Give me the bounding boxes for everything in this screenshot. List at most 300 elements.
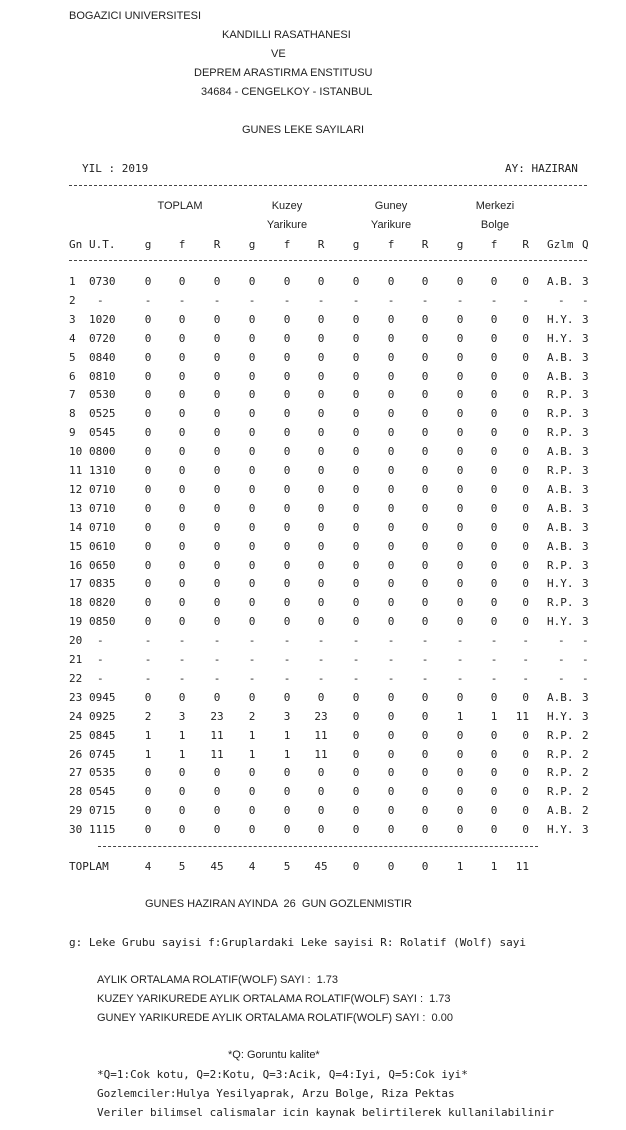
total-north-R: 45 bbox=[314, 860, 328, 873]
cell-south-f: 0 bbox=[387, 445, 395, 459]
institution-name: BOGAZICI UNIVERSITESI bbox=[69, 10, 202, 22]
cell-north-g: 0 bbox=[248, 785, 256, 799]
table-row bbox=[0, 691, 626, 709]
cell-north-f: 0 bbox=[283, 615, 291, 629]
cell-observer: A.B. bbox=[547, 804, 574, 818]
cell-south-R: 0 bbox=[421, 804, 429, 818]
column-header-total-f: f bbox=[178, 238, 186, 251]
totals-row bbox=[0, 860, 626, 878]
cell-north-R: 0 bbox=[317, 558, 325, 572]
cell-total-g: 0 bbox=[144, 369, 152, 383]
cell-south-R: 0 bbox=[421, 369, 429, 383]
cell-total-f: 0 bbox=[178, 369, 186, 383]
cell-total-R: 0 bbox=[213, 482, 221, 496]
cell-observer: A.B. bbox=[547, 690, 574, 704]
cell-total-g: 0 bbox=[144, 388, 152, 402]
cell-north-R: 0 bbox=[317, 482, 325, 496]
cell-total-R: 0 bbox=[213, 577, 221, 591]
cell-total-f: 0 bbox=[178, 766, 186, 780]
cell-south-f: 0 bbox=[387, 823, 395, 837]
cell-quality: 2 bbox=[582, 747, 589, 761]
cell-total-f: 0 bbox=[178, 350, 186, 364]
cell-time: 1020 bbox=[89, 312, 116, 326]
cell-central-f: 0 bbox=[490, 785, 498, 799]
cell-observer: - bbox=[558, 293, 565, 307]
cell-north-f: 0 bbox=[283, 312, 291, 326]
cell-time: 0710 bbox=[89, 482, 116, 496]
cell-total-f: - bbox=[178, 634, 186, 648]
cell-total-R: 0 bbox=[213, 615, 221, 629]
table-row bbox=[0, 804, 626, 822]
column-header-south-R: R bbox=[421, 238, 429, 251]
cell-time: 0720 bbox=[89, 331, 116, 345]
cell-quality: 3 bbox=[582, 823, 589, 837]
cell-north-R: 11 bbox=[314, 728, 328, 742]
cell-south-f: 0 bbox=[387, 785, 395, 799]
cell-north-f: 0 bbox=[283, 350, 291, 364]
cell-central-g: 0 bbox=[456, 596, 464, 610]
cell-total-f: 0 bbox=[178, 539, 186, 553]
column-header-total-g: g bbox=[144, 238, 152, 251]
cell-quality: 3 bbox=[582, 312, 589, 326]
cell-central-g: 0 bbox=[456, 407, 464, 421]
top-divider bbox=[69, 185, 587, 186]
cell-observer: A.B. bbox=[547, 350, 574, 364]
cell-central-R: 0 bbox=[522, 407, 529, 421]
cell-time: 0925 bbox=[89, 709, 116, 723]
cell-north-f: 0 bbox=[283, 407, 291, 421]
cell-north-f: 0 bbox=[283, 388, 291, 402]
cell-central-R: 0 bbox=[522, 804, 529, 818]
cell-north-R: 0 bbox=[317, 275, 325, 288]
cell-south-f: - bbox=[387, 634, 395, 648]
cell-north-g: 0 bbox=[248, 615, 256, 629]
cell-central-g: 0 bbox=[456, 520, 464, 534]
cell-central-g: - bbox=[456, 634, 464, 648]
cell-quality: 3 bbox=[582, 539, 589, 553]
column-header-day: Gn bbox=[69, 238, 83, 251]
cell-north-f: 0 bbox=[283, 577, 291, 591]
cell-total-R: 0 bbox=[213, 350, 221, 364]
cell-central-g: 0 bbox=[456, 558, 464, 572]
cell-observer: R.P. bbox=[547, 407, 574, 421]
cell-total-f: 0 bbox=[178, 501, 186, 515]
table-row bbox=[0, 615, 626, 633]
cell-day: 2 bbox=[69, 293, 76, 307]
cell-south-R: 0 bbox=[421, 350, 429, 364]
cell-observer: H.Y. bbox=[547, 615, 574, 629]
cell-south-R: 0 bbox=[421, 690, 429, 704]
cell-south-R: 0 bbox=[421, 539, 429, 553]
cell-north-R: - bbox=[317, 671, 325, 685]
institute-name: DEPREM ARASTIRMA ENSTITUSU bbox=[194, 67, 373, 79]
cell-day: 6 bbox=[69, 369, 76, 383]
cell-south-g: 0 bbox=[352, 312, 360, 326]
observers: Gozlemciler:Hulya Yesilyaprak, Arzu Bolge, Riza Pektas bbox=[97, 1087, 455, 1100]
column-header-north-R: R bbox=[317, 238, 325, 251]
cell-south-f: 0 bbox=[387, 747, 395, 761]
cell-observer: A.B. bbox=[547, 275, 574, 288]
cell-south-g: 0 bbox=[352, 369, 360, 383]
cell-central-R: - bbox=[522, 634, 529, 648]
cell-total-f: 0 bbox=[178, 388, 186, 402]
cell-quality: 2 bbox=[582, 766, 589, 780]
cell-central-f: 0 bbox=[490, 804, 498, 818]
cell-central-f: 0 bbox=[490, 823, 498, 837]
table-row bbox=[0, 426, 626, 444]
column-header-north-g: g bbox=[248, 238, 256, 251]
table-row bbox=[0, 483, 626, 501]
cell-south-g: 0 bbox=[352, 823, 360, 837]
cell-quality: 3 bbox=[582, 445, 589, 459]
cell-central-f: 0 bbox=[490, 407, 498, 421]
cell-total-R: 0 bbox=[213, 426, 221, 440]
cell-time: 0835 bbox=[89, 577, 116, 591]
column-header-south-g: g bbox=[352, 238, 360, 251]
cell-central-g: 0 bbox=[456, 331, 464, 345]
cell-central-R: 0 bbox=[522, 596, 529, 610]
cell-observer: A.B. bbox=[547, 539, 574, 553]
total-central-f: 1 bbox=[490, 860, 498, 873]
cell-south-R: 0 bbox=[421, 596, 429, 610]
cell-time: 0810 bbox=[89, 369, 116, 383]
cell-day: 1 bbox=[69, 275, 76, 288]
total-south-R: 0 bbox=[421, 860, 429, 873]
cell-day: 13 bbox=[69, 501, 83, 515]
cell-north-g: 0 bbox=[248, 501, 256, 515]
cell-total-g: 0 bbox=[144, 312, 152, 326]
cell-north-R: 0 bbox=[317, 388, 325, 402]
group-header-south-2: Yarikure bbox=[370, 219, 412, 231]
cell-south-g: 0 bbox=[352, 615, 360, 629]
cell-central-R: 0 bbox=[522, 331, 529, 345]
cell-central-R: 0 bbox=[522, 482, 529, 496]
header-divider bbox=[69, 260, 587, 261]
cell-total-g: 0 bbox=[144, 464, 152, 477]
totals-divider bbox=[98, 846, 538, 847]
cell-central-g: - bbox=[456, 293, 464, 307]
cell-day: 4 bbox=[69, 331, 76, 345]
cell-south-f: - bbox=[387, 671, 395, 685]
cell-south-g: 0 bbox=[352, 709, 360, 723]
cell-total-g: 1 bbox=[144, 728, 152, 742]
table-row bbox=[0, 370, 626, 388]
cell-north-R: - bbox=[317, 634, 325, 648]
cell-day: 28 bbox=[69, 785, 83, 799]
cell-central-R: 0 bbox=[522, 464, 529, 477]
total-north-g: 4 bbox=[248, 860, 256, 873]
cell-observer: - bbox=[558, 671, 565, 685]
cell-total-R: 0 bbox=[213, 804, 221, 818]
group-header-north-1: Kuzey bbox=[271, 200, 303, 212]
cell-south-g: 0 bbox=[352, 426, 360, 440]
cell-north-g: 0 bbox=[248, 388, 256, 402]
cell-day: 11 bbox=[69, 464, 83, 477]
cell-day: 17 bbox=[69, 577, 83, 591]
cell-observer: R.P. bbox=[547, 464, 574, 477]
table-row bbox=[0, 540, 626, 558]
cell-central-R: 0 bbox=[522, 558, 529, 572]
cell-observer: H.Y. bbox=[547, 823, 574, 837]
cell-total-R: 0 bbox=[213, 369, 221, 383]
cell-quality: 3 bbox=[582, 350, 589, 364]
cell-observer: R.P. bbox=[547, 558, 574, 572]
cell-south-g: 0 bbox=[352, 747, 360, 761]
cell-total-g: 0 bbox=[144, 804, 152, 818]
cell-north-R: 0 bbox=[317, 539, 325, 553]
total-total-g: 4 bbox=[144, 860, 152, 873]
cell-time: 0845 bbox=[89, 728, 116, 742]
cell-south-g: 0 bbox=[352, 464, 360, 477]
cell-total-R: 0 bbox=[213, 388, 221, 402]
cell-south-g: 0 bbox=[352, 482, 360, 496]
cell-north-R: 0 bbox=[317, 407, 325, 421]
cell-north-g: 0 bbox=[248, 275, 256, 288]
cell-central-R: 0 bbox=[522, 539, 529, 553]
cell-south-g: 0 bbox=[352, 766, 360, 780]
table-row bbox=[0, 407, 626, 425]
cell-quality: 3 bbox=[582, 690, 589, 704]
cell-central-f: 0 bbox=[490, 615, 498, 629]
cell-day: 22 bbox=[69, 671, 83, 685]
table-row bbox=[0, 710, 626, 728]
cell-south-R: 0 bbox=[421, 426, 429, 440]
cell-time: 0525 bbox=[89, 407, 116, 421]
cell-total-R: - bbox=[213, 671, 221, 685]
cell-day: 9 bbox=[69, 426, 76, 440]
cell-north-R: 0 bbox=[317, 312, 325, 326]
column-header-quality: Q bbox=[582, 238, 589, 251]
cell-south-R: 0 bbox=[421, 445, 429, 459]
cell-total-g: - bbox=[144, 293, 152, 307]
cell-total-f: - bbox=[178, 653, 186, 666]
cell-total-R: 0 bbox=[213, 766, 221, 780]
cell-quality: 3 bbox=[582, 709, 589, 723]
cell-central-R: 0 bbox=[522, 388, 529, 402]
cell-north-f: 0 bbox=[283, 369, 291, 383]
cell-south-R: 0 bbox=[421, 823, 429, 837]
cell-north-R: 0 bbox=[317, 804, 325, 818]
cell-south-R: - bbox=[421, 293, 429, 307]
cell-time: 0850 bbox=[89, 615, 116, 629]
cell-north-R: 0 bbox=[317, 350, 325, 364]
cell-north-g: 0 bbox=[248, 539, 256, 553]
cell-north-g: 0 bbox=[248, 482, 256, 496]
cell-total-f: 0 bbox=[178, 520, 186, 534]
cell-north-g: - bbox=[248, 293, 256, 307]
cell-north-f: 0 bbox=[283, 539, 291, 553]
cell-north-f: 0 bbox=[283, 690, 291, 704]
cell-south-f: 0 bbox=[387, 407, 395, 421]
cell-central-g: 0 bbox=[456, 539, 464, 553]
cell-north-g: 0 bbox=[248, 350, 256, 364]
cell-time: - bbox=[97, 634, 104, 648]
cell-quality: 3 bbox=[582, 331, 589, 345]
table-row bbox=[0, 766, 626, 784]
cell-day: 30 bbox=[69, 823, 83, 837]
cell-day: 23 bbox=[69, 690, 83, 704]
cell-observer: R.P. bbox=[547, 747, 574, 761]
cell-quality: 3 bbox=[582, 275, 589, 288]
cell-quality: 3 bbox=[582, 615, 589, 629]
cell-south-g: 0 bbox=[352, 350, 360, 364]
cell-south-g: 0 bbox=[352, 407, 360, 421]
cell-north-R: 0 bbox=[317, 823, 325, 837]
cell-central-f: 0 bbox=[490, 747, 498, 761]
cell-central-f: 0 bbox=[490, 445, 498, 459]
cell-north-g: 0 bbox=[248, 823, 256, 837]
cell-south-f: 0 bbox=[387, 690, 395, 704]
cell-central-f: 0 bbox=[490, 464, 498, 477]
cell-north-R: 0 bbox=[317, 445, 325, 459]
cell-south-f: 0 bbox=[387, 728, 395, 742]
cell-central-R: - bbox=[522, 293, 529, 307]
cell-central-R: 0 bbox=[522, 823, 529, 837]
cell-north-g: 0 bbox=[248, 577, 256, 591]
cell-observer: R.P. bbox=[547, 388, 574, 402]
table-row bbox=[0, 577, 626, 595]
cell-time: 0820 bbox=[89, 596, 116, 610]
cell-central-R: - bbox=[522, 671, 529, 685]
cell-south-g: - bbox=[352, 293, 360, 307]
south-average: GUNEY YARIKUREDE AYLIK ORTALAMA ROLATIF(WOLF) SAYI : 0.00 bbox=[97, 1012, 453, 1024]
cell-total-R: 0 bbox=[213, 464, 221, 477]
cell-time: 0610 bbox=[89, 539, 116, 553]
cell-south-R: 0 bbox=[421, 388, 429, 402]
cell-total-g: 0 bbox=[144, 275, 152, 288]
observatory-name: KANDILLI RASATHANESI bbox=[222, 29, 351, 41]
cell-total-f: 0 bbox=[178, 690, 186, 704]
cell-day: 8 bbox=[69, 407, 76, 421]
cell-south-R: 0 bbox=[421, 785, 429, 799]
cell-central-f: 0 bbox=[490, 558, 498, 572]
observation-summary: GUNES HAZIRAN AYINDA 26 GUN GOZLENMISTIR bbox=[145, 898, 412, 910]
table-row bbox=[0, 729, 626, 747]
cell-north-g: 0 bbox=[248, 690, 256, 704]
cell-central-f: 0 bbox=[490, 690, 498, 704]
cell-central-g: 0 bbox=[456, 350, 464, 364]
total-total-f: 5 bbox=[178, 860, 186, 873]
cell-south-R: - bbox=[421, 634, 429, 648]
cell-day: 3 bbox=[69, 312, 76, 326]
cell-south-R: - bbox=[421, 671, 429, 685]
cell-south-g: 0 bbox=[352, 690, 360, 704]
cell-observer: R.P. bbox=[547, 596, 574, 610]
cell-south-f: 0 bbox=[387, 275, 395, 288]
table-row bbox=[0, 332, 626, 350]
cell-north-g: 0 bbox=[248, 331, 256, 345]
cell-north-R: - bbox=[317, 293, 325, 307]
cell-total-g: - bbox=[144, 671, 152, 685]
cell-south-g: 0 bbox=[352, 728, 360, 742]
column-header-observer: Gzlm bbox=[547, 238, 574, 251]
cell-south-f: 0 bbox=[387, 804, 395, 818]
cell-north-f: 0 bbox=[283, 804, 291, 818]
cell-observer: R.P. bbox=[547, 766, 574, 780]
cell-total-g: 0 bbox=[144, 331, 152, 345]
cell-south-f: 0 bbox=[387, 482, 395, 496]
cell-central-R: 0 bbox=[522, 275, 529, 288]
cell-total-R: 0 bbox=[213, 558, 221, 572]
cell-total-f: 0 bbox=[178, 804, 186, 818]
cell-total-g: 0 bbox=[144, 407, 152, 421]
cell-central-g: 0 bbox=[456, 388, 464, 402]
cell-central-f: 0 bbox=[490, 275, 498, 288]
table-row bbox=[0, 445, 626, 463]
cell-time: 0710 bbox=[89, 520, 116, 534]
cell-central-R: 0 bbox=[522, 785, 529, 799]
total-central-R: 11 bbox=[515, 860, 529, 873]
cell-central-g: 0 bbox=[456, 785, 464, 799]
cell-north-f: 0 bbox=[283, 445, 291, 459]
cell-total-R: 0 bbox=[213, 596, 221, 610]
cell-south-R: 0 bbox=[421, 747, 429, 761]
cell-total-f: 0 bbox=[178, 482, 186, 496]
cell-central-R: - bbox=[522, 653, 529, 666]
cell-day: 25 bbox=[69, 728, 83, 742]
cell-total-f: 0 bbox=[178, 312, 186, 326]
cell-south-R: 0 bbox=[421, 275, 429, 288]
cell-south-g: 0 bbox=[352, 275, 360, 288]
cell-quality: - bbox=[582, 653, 589, 666]
table-row bbox=[0, 672, 626, 690]
cell-south-g: - bbox=[352, 653, 360, 666]
cell-total-f: 0 bbox=[178, 615, 186, 629]
cell-quality: 3 bbox=[582, 501, 589, 515]
cell-observer: - bbox=[558, 634, 565, 648]
cell-time: - bbox=[97, 653, 104, 666]
cell-north-R: 0 bbox=[317, 501, 325, 515]
cell-south-R: 0 bbox=[421, 482, 429, 496]
cell-total-f: 0 bbox=[178, 823, 186, 837]
cell-total-R: 0 bbox=[213, 690, 221, 704]
cell-central-f: - bbox=[490, 634, 498, 648]
cell-central-g: 0 bbox=[456, 690, 464, 704]
cell-north-R: 0 bbox=[317, 577, 325, 591]
cell-north-f: 0 bbox=[283, 464, 291, 477]
cell-north-f: - bbox=[283, 293, 291, 307]
cell-north-f: 0 bbox=[283, 785, 291, 799]
cell-central-g: 0 bbox=[456, 615, 464, 629]
cell-south-f: 0 bbox=[387, 520, 395, 534]
table-row bbox=[0, 464, 626, 482]
cell-total-f: 1 bbox=[178, 728, 186, 742]
cell-observer: R.P. bbox=[547, 785, 574, 799]
cell-south-R: 0 bbox=[421, 766, 429, 780]
table-row bbox=[0, 313, 626, 331]
cell-day: 16 bbox=[69, 558, 83, 572]
cell-central-R: 0 bbox=[522, 312, 529, 326]
cell-total-f: 0 bbox=[178, 275, 186, 288]
cell-time: - bbox=[97, 293, 104, 307]
cell-observer: H.Y. bbox=[547, 709, 574, 723]
cell-central-f: 0 bbox=[490, 539, 498, 553]
cell-north-g: 0 bbox=[248, 369, 256, 383]
totals-label: TOPLAM bbox=[69, 860, 109, 873]
cell-north-R: 0 bbox=[317, 331, 325, 345]
cell-total-f: - bbox=[178, 293, 186, 307]
table-row bbox=[0, 634, 626, 652]
group-header-north-2: Yarikure bbox=[266, 219, 308, 231]
table-row bbox=[0, 596, 626, 614]
cell-observer: A.B. bbox=[547, 482, 574, 496]
table-row bbox=[0, 275, 626, 293]
cell-north-g: 1 bbox=[248, 728, 256, 742]
cell-south-g: 0 bbox=[352, 539, 360, 553]
cell-central-g: 0 bbox=[456, 275, 464, 288]
cell-north-g: - bbox=[248, 653, 256, 666]
cell-total-g: 0 bbox=[144, 445, 152, 459]
